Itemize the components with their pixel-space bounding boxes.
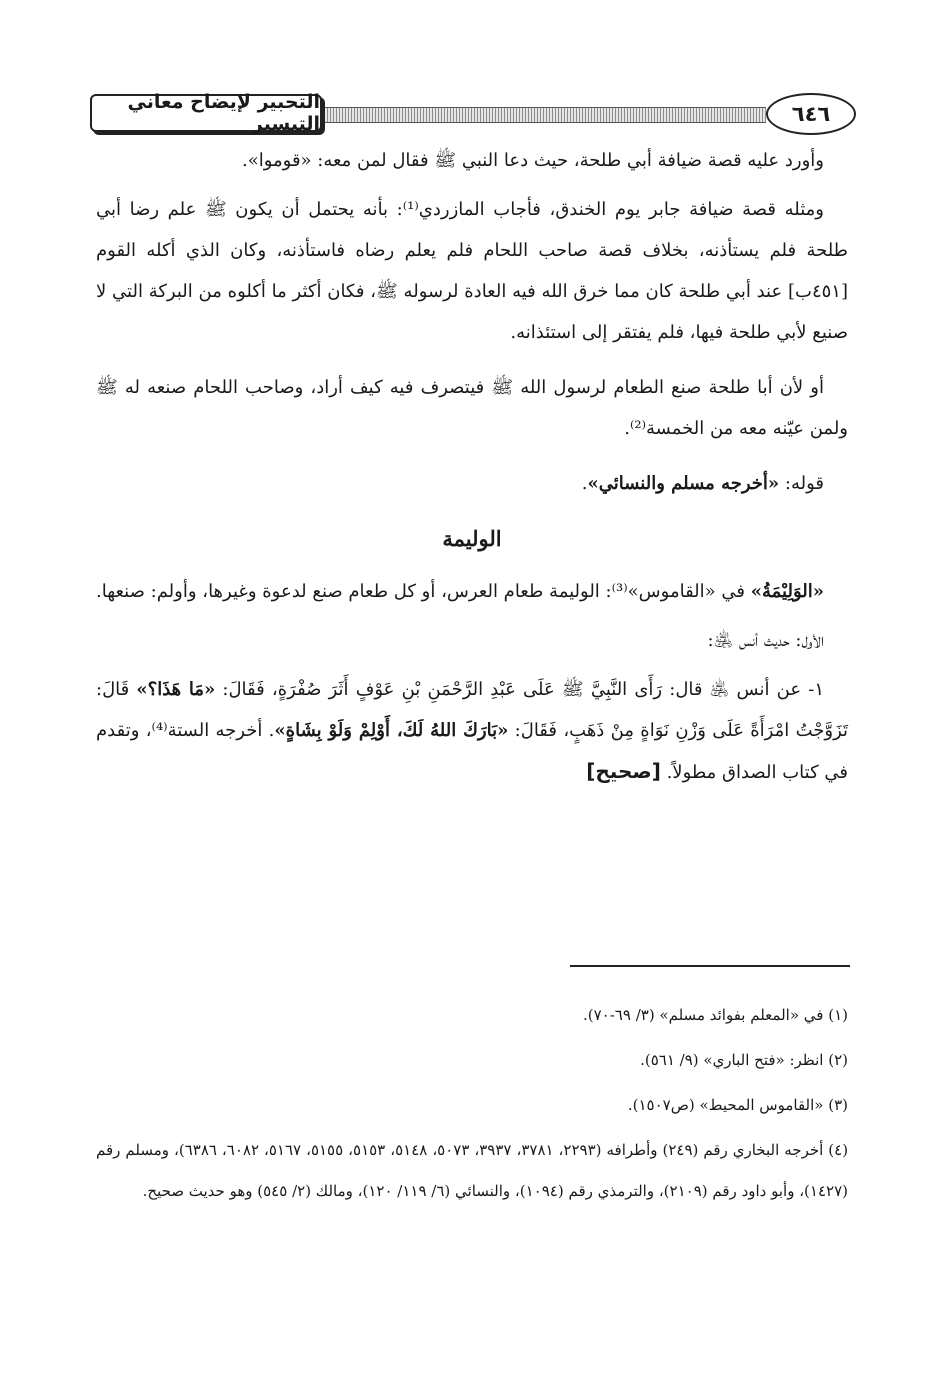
hadith-part-e: . أخرجه الستة⁽⁴⁾، وتقدم في كتاب الصداق مطولاً.: [96, 720, 848, 783]
hadith-heading: الأول: حديث أنس ﵁:: [707, 630, 824, 651]
paragraph-takhrij: [96, 463, 848, 504]
running-header: [90, 90, 856, 140]
paragraph-abu-talha: وأورد عليه قصة ضيافة أبي طلحة، حيث دعا النبي ﷺ فقال لمن معه: «قوموا».: [241, 150, 824, 171]
hadith-grade: [صحيح]: [586, 759, 661, 783]
defined-term: «الوَلِيْمَةُ»: [750, 581, 824, 602]
main-text: [96, 140, 848, 807]
hadith-part-a: ١- عن أنس ﵁ قال: رَأَى النَّبِيَّ ﷺ عَلَى عَبْدِ الرَّحْمَنِ بْنِ عَوْفٍ أَثَرَ صُفْرَةٍ، فَقَالَ:: [215, 679, 825, 700]
paragraph-alternative-reason: أو لأن أبا طلحة صنع الطعام لرسول الله ﷺ فيتصرف فيه كيف أراد، وصاحب اللحام صنعه له ﷺ ولمن عيّنه معه من الخمسة⁽²⁾.: [96, 377, 848, 439]
footnote-4: (٤) أخرجه البخاري رقم (٢٤٩) وأطرافه (٢٢٩٣، ٣٧٨١، ٣٩٣٧، ٥٠٧٣، ٥١٤٨، ٥١٥٣، ٥١٥٥، ٥١٦٧، ٦٠٨٢، ٦٣٨٦)، ومسلم رقم (١٤٢٧)، وأبو داود رقم (٢١٠٩)، والترمذي رقم (١٠٩٤)، والنسائي (٦/ ١١٩/ ١٢٠)، ومالك (٢/ ٥٤٥) وهو حديث صحيح.: [96, 1141, 849, 1200]
hadith-quote-2: «بَارَكَ اللهُ لَكَ، أَوْلِمْ وَلَوْ بِشَاةٍ»: [274, 720, 509, 741]
paragraph-mazari-answer: ومثله قصة ضيافة جابر يوم الخندق، فأجاب المازردي⁽¹⁾: بأنه يحتمل أن يكون ﷺ علم رضا أبي طلحة فلم يستأذنه، بخلاف قصة صاحب اللحام فلم يعلم رضاه فاستأذنه، وكان الذي أكله القوم [٤٥١ب] عند أبي طلحة كان مما خرق الله فيه العادة لرسوله ﷺ، فكان أكثر ما أكلوه من البركة التي لا صنيع لأبي طلحة فيها، فلم يفتقر إلى استئذانه.: [96, 199, 848, 343]
section-heading: الوليمة: [442, 526, 502, 551]
footnotes: [96, 995, 848, 1216]
footnote-2: (٢) انظر: «فتح الباري» (٩/ ٥٦١).: [640, 1051, 848, 1069]
paragraph-definition: [96, 571, 848, 612]
definition-text: في «القاموس»⁽³⁾: الوليمة طعام العرس، أو كل طعام صنع لدعوة وغيرها، وأولم: صنعها.: [96, 581, 751, 602]
page-number: ٦٤٦: [766, 93, 856, 135]
header-ornament-bar: [318, 107, 766, 123]
book-title: التحبير لإيضاح معاني التيسير: [90, 94, 322, 132]
footnote-1: (١) في «المعلم بفوائد مسلم» (٣/ ٦٩-٧٠).: [582, 1006, 848, 1024]
takhrij-quote: «أخرجه مسلم والنسائي»: [587, 473, 780, 494]
takhrij-prefix: قوله:: [779, 473, 824, 494]
footnote-3: (٣) «القاموس المحيط» (ص١٥٠٧).: [627, 1096, 848, 1114]
hadith-quote-1: «مَا هَذَا؟»: [136, 679, 216, 700]
hadith-text: [96, 669, 848, 793]
takhrij-suffix: .: [581, 473, 588, 494]
hadith-part-c: قَالَ: تَزَوَّجْتُ امْرَأَةً عَلَى وَزْنِ نَوَاةٍ مِنْ ذَهَبٍ، فَقَالَ:: [96, 679, 849, 741]
footnote-separator: [570, 965, 850, 967]
